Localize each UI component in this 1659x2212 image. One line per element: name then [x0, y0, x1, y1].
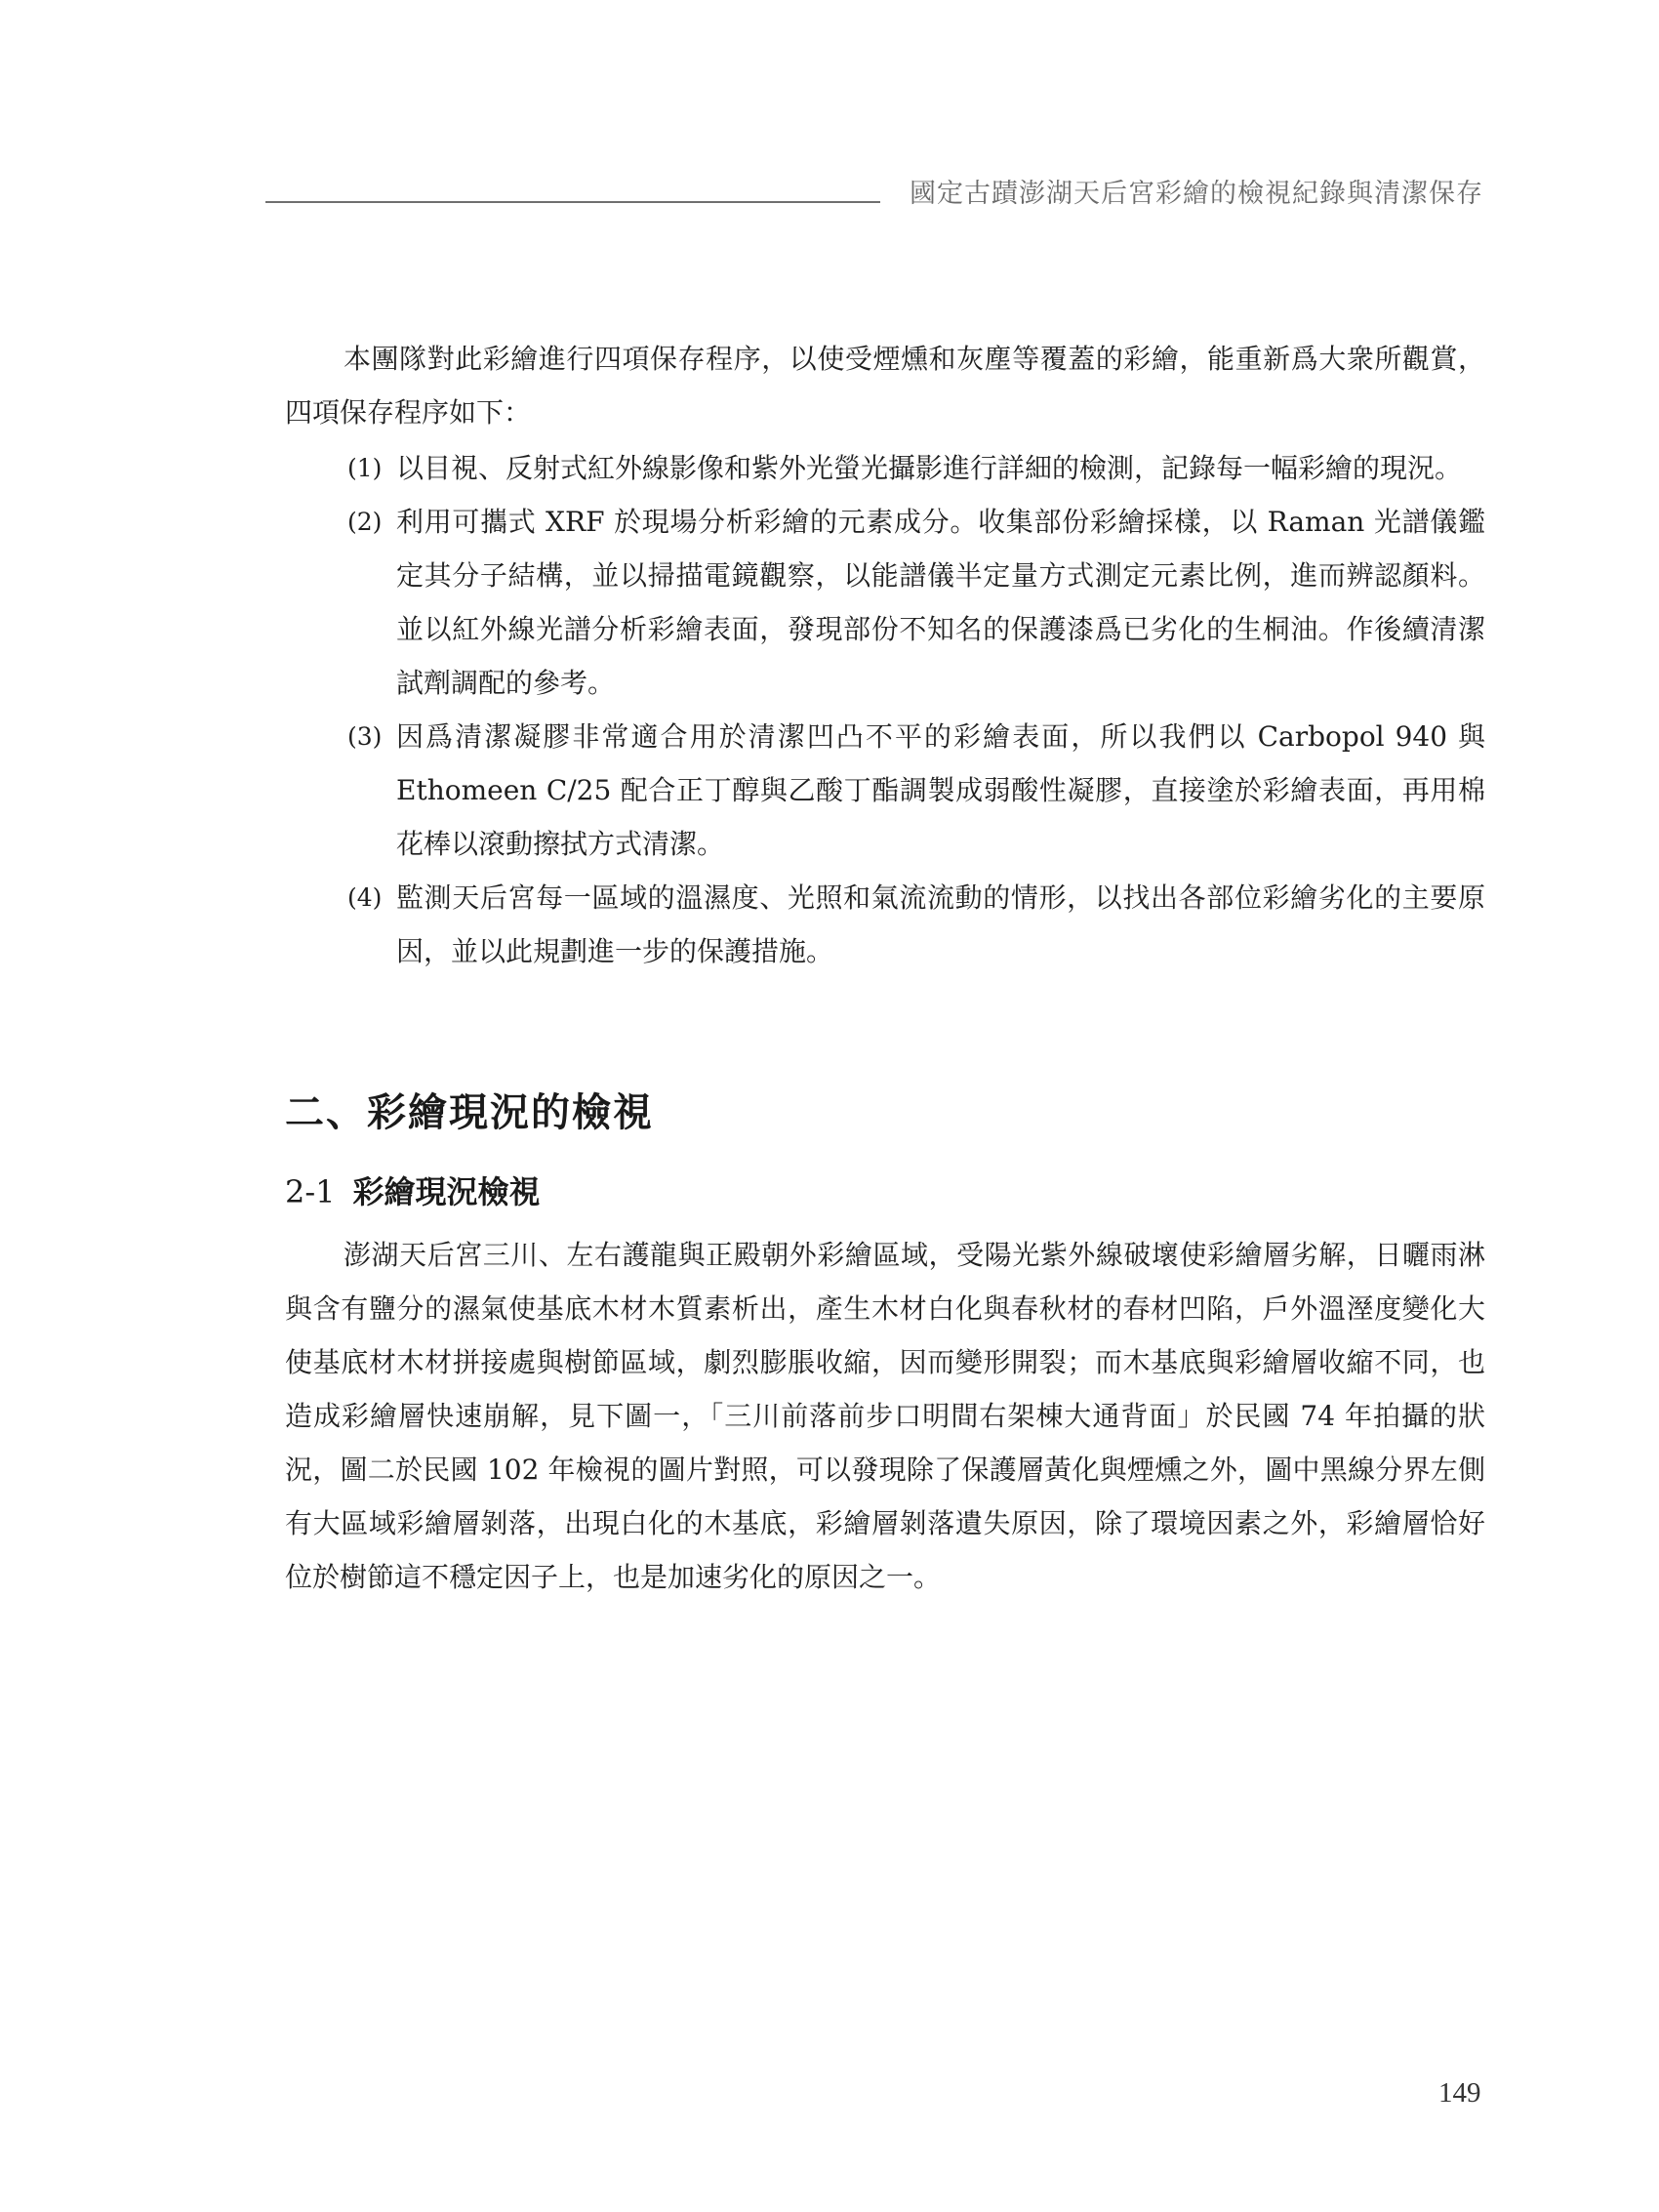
list-item-number: (4)	[347, 883, 383, 912]
subsection-title: 彩繪現況檢視	[352, 1173, 541, 1210]
intro-paragraph: 本團隊對此彩繪進行四項保存程序，以使受煙燻和灰塵等覆蓋的彩繪，能重新爲大衆所觀賞，四項保存程序如下：	[285, 343, 1485, 429]
running-head-title: 國定古蹟澎湖天后宮彩繪的檢視紀錄與清潔保存	[910, 179, 1483, 209]
subsection-heading	[285, 1167, 541, 1212]
list-item	[347, 871, 1485, 978]
list-item-text: 監測天后宮每一區域的溫濕度、光照和氣流流動的情形，以找出各部位彩繪劣化的主要原因，並以此規劃進一步的保護措施。	[396, 881, 1485, 967]
subsection-number: 2-1	[285, 1173, 336, 1210]
list-item	[347, 710, 1485, 871]
list-item-text: 利用可攜式 XRF 於現場分析彩繪的元素成分。收集部份彩繪採樣，以 Raman 光譜儀鑑定其分子結構，並以掃描電鏡觀察，以能譜儀半定量方式測定元素比例，進而辨認顏料。並以紅外線光譜分析彩繪表面，發現部份不知名的保護漆爲已劣化的生桐油。作後續清潔試劑調配的參考。	[396, 506, 1485, 699]
body-paragraph: 澎湖天后宮三川、左右護龍與正殿朝外彩繪區域，受陽光紫外線破壞使彩繪層劣解，日曬雨淋與含有鹽分的濕氣使基底木材木質素析出，產生木材白化與春秋材的春材凹陷，戶外溫溼度變化大使基底材木材拼接處與樹節區域，劇烈膨脹收縮，因而變形開裂；而木基底與彩繪層收縮不同，也造成彩繪層快速崩解，見下圖一，「三川前落前步口明間右架棟大通背面」於民國 74 年拍攝的狀況，圖二於民國 102 年檢視的圖片對照，可以發現除了保護層黃化與煙燻之外，圖中黑線分界左側有大區域彩繪層剝落，出現白化的木基底，彩繪層剝落遺失原因，除了環境因素之外，彩繪層恰好位於樹節這不穩定因子上，也是加速劣化的原因之一。	[285, 1239, 1485, 1593]
header-rule	[265, 201, 880, 203]
page-number: 149	[1438, 2077, 1481, 2109]
list-item-text: 因爲清潔凝膠非常適合用於清潔凹凸不平的彩繪表面，所以我們以 Carbopol 940 與 Ethomeen C/25 配合正丁醇與乙酸丁酯調製成弱酸性凝膠，直接塗於彩繪表面，再用棉花棒以滾動擦拭方式清潔。	[396, 720, 1485, 860]
list-item-number: (3)	[347, 722, 383, 751]
section-title: 二、彩繪現況的檢視	[285, 1089, 654, 1135]
list-item-number: (2)	[347, 508, 383, 536]
list-item-text: 以目視、反射式紅外線影像和紫外光螢光攝影進行詳細的檢測，記錄每一幅彩繪的現況。	[396, 452, 1463, 484]
procedure-list	[347, 441, 1485, 978]
list-item-number: (1)	[347, 454, 383, 482]
list-item	[347, 441, 1485, 495]
list-item	[347, 495, 1485, 710]
